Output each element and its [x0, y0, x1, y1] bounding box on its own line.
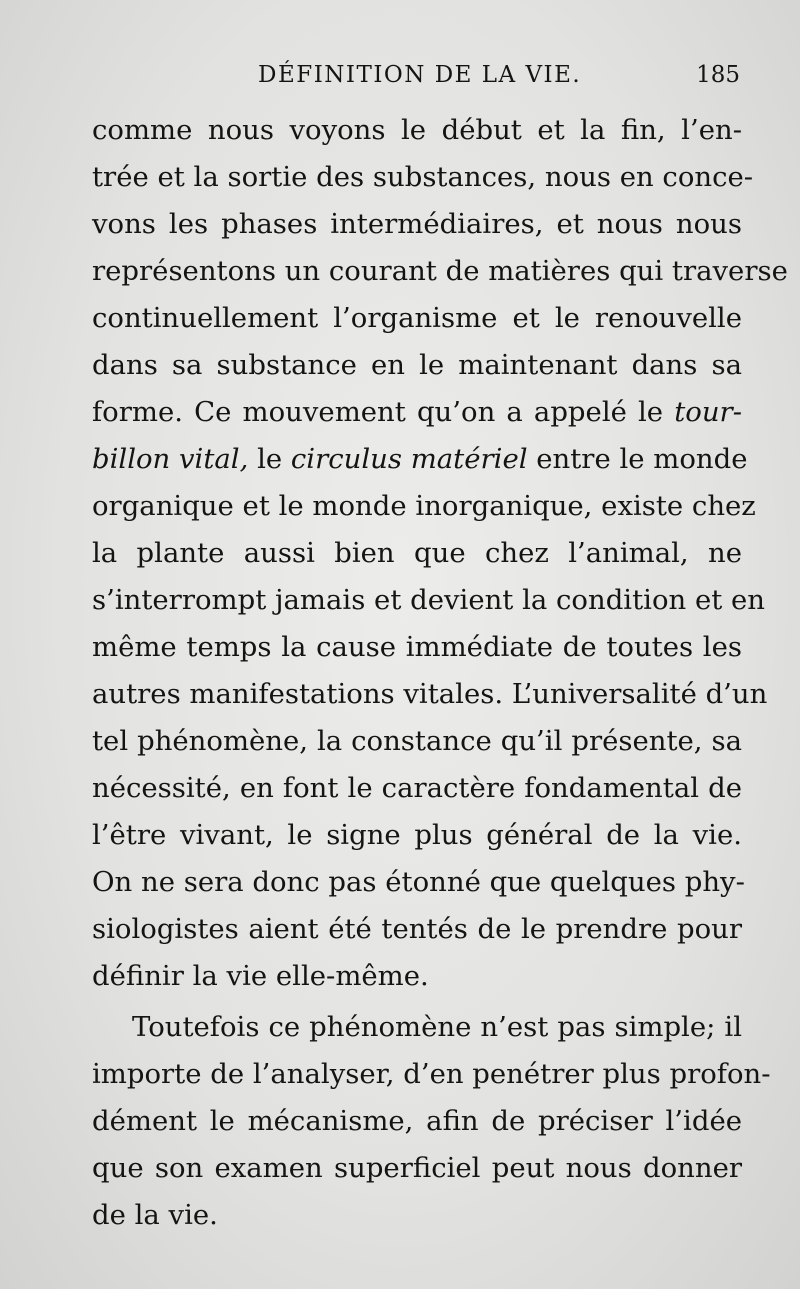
text-line [92, 389, 742, 435]
text-line: la plante aussi bien que chez l’animal, ne [92, 537, 742, 569]
text-line: tel phénomène, la constance qu’il présente, sa [92, 725, 742, 757]
text-line: autres manifestations vitales. L’universalité d’un [92, 678, 768, 710]
text-line: s’interrompt jamais et devient la condition et en [92, 584, 766, 616]
running-head-title: DÉFINITION DE LA VIE. [258, 62, 582, 88]
text-line: de la vie. [92, 1199, 218, 1231]
text-line: vons les phases intermédiaires, et nous nous [92, 208, 742, 240]
text-line: continuellement l’organisme et le renouvelle [92, 302, 742, 334]
text-segment: le [257, 443, 283, 475]
text-line: trée et la sortie des substances, nous en conce- [92, 161, 754, 193]
italic-term: tour- [674, 396, 742, 428]
text-line: représentons un courant de matières qui traverse [92, 255, 788, 287]
text-segment: forme. Ce mouvement qu’on a appelé le [92, 396, 664, 428]
text-line: siologistes aient été tentés de le prendre pour [92, 913, 742, 945]
text-line: organique et le monde inorganique, existe chez [92, 490, 756, 522]
italic-term: circulus matériel [290, 443, 528, 475]
italic-term: billon vital, [92, 443, 249, 475]
text-line: même temps la cause immédiate de toutes les [92, 631, 742, 663]
text-line: l’être vivant, le signe plus général de la vie. [92, 819, 742, 851]
text-line: comme nous voyons le début et la fin, l’en- [92, 114, 742, 146]
text-line: définir la vie elle-même. [92, 960, 429, 992]
text-line: Toutefois ce phénomène n’est pas simple; il [132, 1011, 742, 1043]
text-line: dément le mécanisme, afin de préciser l’idée [92, 1105, 742, 1137]
text-line: importe de l’analyser, d’en penétrer plus profon- [92, 1058, 771, 1090]
text-segment: entre le monde [536, 443, 748, 475]
text-line: que son examen superficiel peut nous donner [92, 1152, 742, 1184]
text-line: On ne sera donc pas étonné que quelques phy- [92, 866, 745, 898]
text-line: dans sa substance en le maintenant dans sa [92, 349, 742, 381]
text-line [92, 436, 748, 482]
page-number: 185 [696, 62, 740, 88]
running-head [90, 62, 740, 102]
text-line: nécessité, en font le caractère fondamental de [92, 772, 742, 804]
